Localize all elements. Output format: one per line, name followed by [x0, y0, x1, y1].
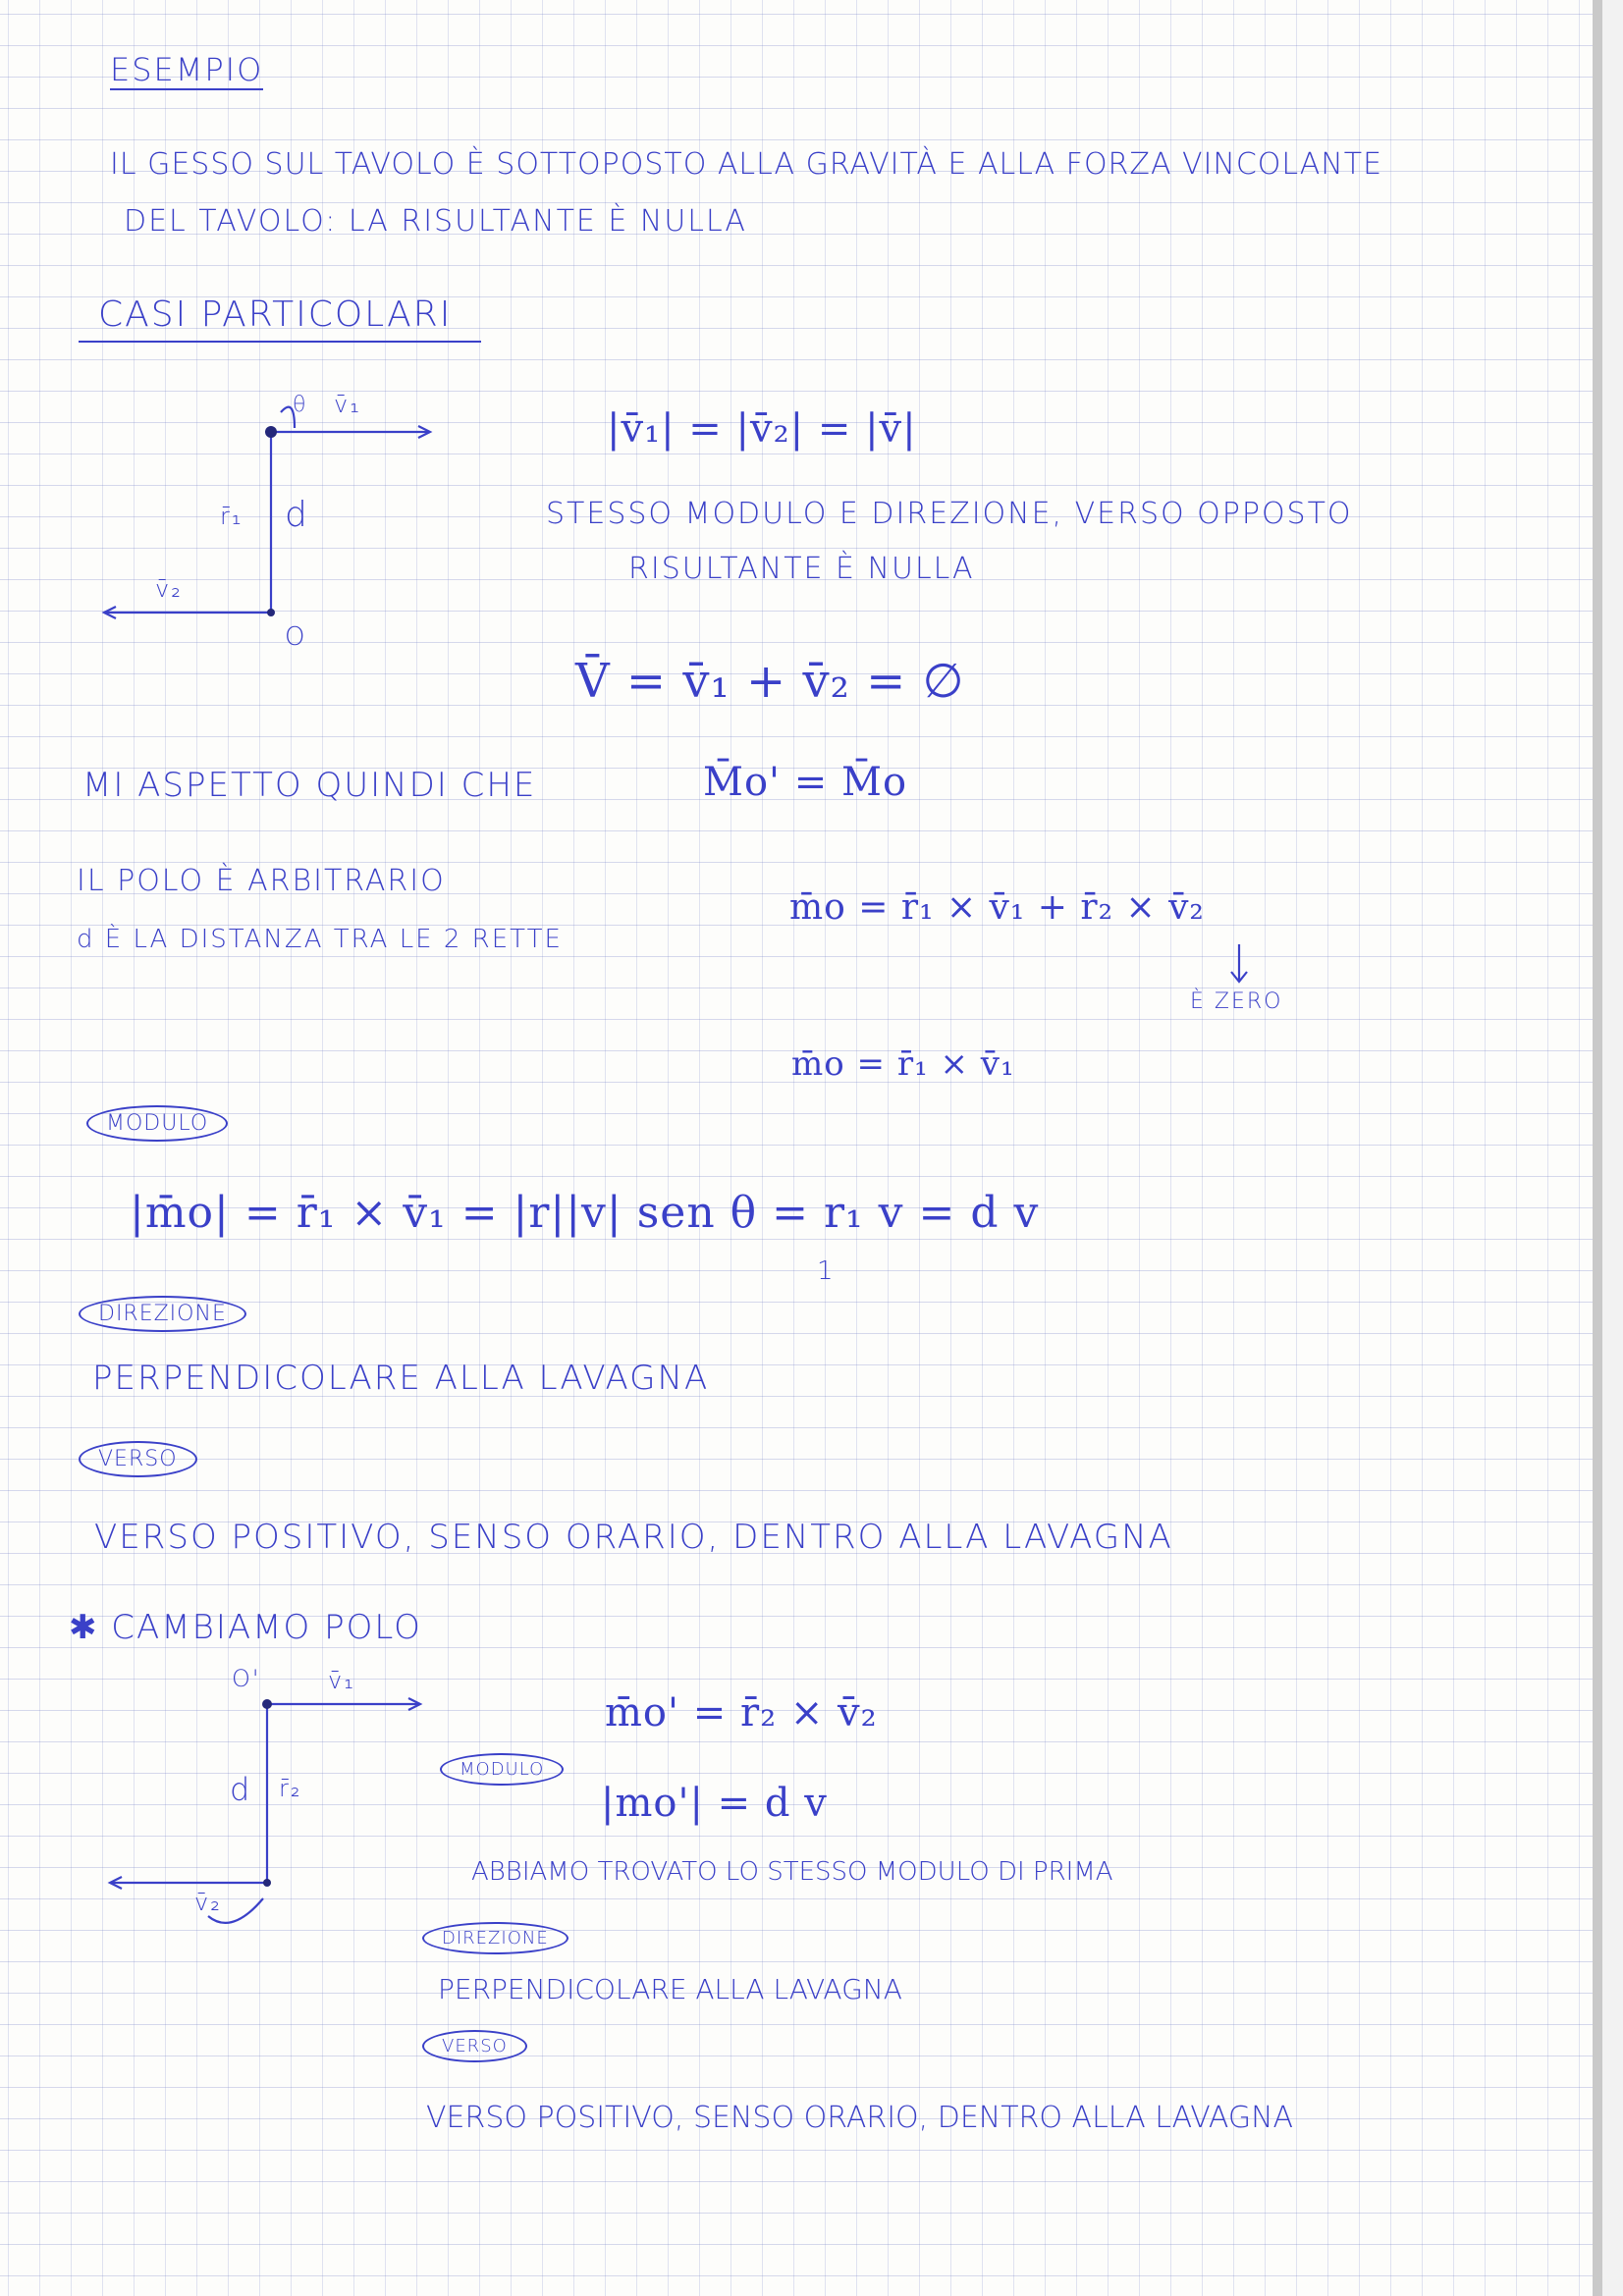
direzione-label-2: DIREZIONE [422, 1922, 568, 1954]
equation-mo-prime-module: |mo'| = d v [601, 1781, 828, 1826]
modulo-label: MODULO [86, 1105, 228, 1142]
direzione-label: DIREZIONE [79, 1296, 246, 1332]
expect-text: MI ASPETTO QUINDI CHE [82, 766, 537, 805]
v1-label: v̄₁ [334, 391, 361, 418]
resultant-null-text: RISULTANTE È NULLA [628, 552, 975, 586]
d-label-2: d [230, 1771, 252, 1808]
same-found-text: ABBIAMO TROVATO LO STESSO MODULO DI PRIMA [471, 1857, 1113, 1887]
v2-label-2: v̄₂ [194, 1889, 222, 1916]
direzione-text-2: PERPENDICOLARE ALLA LAVAGNA [438, 1973, 902, 2005]
intro-line-1: IL GESSO SUL TAVOLO È SOTTOPOSTO ALLA GRAVITÀ E ALLA FORZA VINCOLANTE [110, 147, 1383, 182]
equation-V: V̄ = v̄₁ + v̄₂ = ∅ [575, 654, 965, 709]
page-title: ESEMPIO [110, 51, 264, 88]
same-module-text: STESSO MODULO E DIREZIONE, VERSO OPPOSTO [546, 497, 1353, 531]
section-title: CASI PARTICOLARI [79, 294, 481, 343]
sen-one: 1 [817, 1256, 836, 1286]
d-label: d [285, 495, 309, 535]
equation-mo-2: m̄o = r̄₁ × v̄₁ [791, 1044, 1015, 1084]
verso-label-2: VERSO [422, 2030, 527, 2062]
o-prime-label: O' [232, 1665, 261, 1692]
d-distance-text: d È LA DISTANZA TRA LE 2 RETTE [77, 925, 563, 954]
v2-label: v̄₂ [155, 575, 183, 603]
point-top-2 [262, 1699, 272, 1709]
zero-note: È ZERO [1190, 989, 1283, 1014]
theta-label: θ [293, 393, 308, 417]
r1-label: r̄₁ [220, 503, 243, 530]
verso-text-2: VERSO POSITIVO, SENSO ORARIO, DENTRO ALLA LAVAGNA [426, 2101, 1294, 2135]
r2-label: r̄₂ [279, 1775, 302, 1802]
verso-label: VERSO [79, 1441, 197, 1477]
pole-arbitrary: IL POLO È ARBITRARIO [77, 864, 446, 898]
direzione-text: PERPENDICOLARE ALLA LAVAGNA [92, 1359, 710, 1398]
equation-expect: M̄o' = M̄o [703, 760, 908, 805]
intro-line-2: DEL TAVOLO: LA RISULTANTE È NULLA [124, 204, 747, 239]
equation-mo: m̄o = r̄₁ × v̄₁ + r̄₂ × v̄₂ [789, 887, 1205, 928]
equation-modules: |v̄₁| = |v̄₂| = |v̄| [607, 406, 917, 452]
v1-label-2: v̄₁ [328, 1667, 355, 1694]
change-pole: ✱ CAMBIAMO POLO [69, 1608, 422, 1647]
point-bottom-2 [263, 1879, 271, 1887]
origin-label: O [285, 622, 307, 652]
equation-mo-prime: m̄o' = r̄₂ × v̄₂ [605, 1690, 878, 1735]
verso-text: VERSO POSITIVO, SENSO ORARIO, DENTRO ALLA LAVAGNA [94, 1518, 1173, 1557]
equation-modulo: |m̄o| = r̄₁ × v̄₁ = |r||v| sen θ = r₁ v = d v [130, 1188, 1040, 1238]
modulo-label-2: MODULO [440, 1753, 564, 1786]
